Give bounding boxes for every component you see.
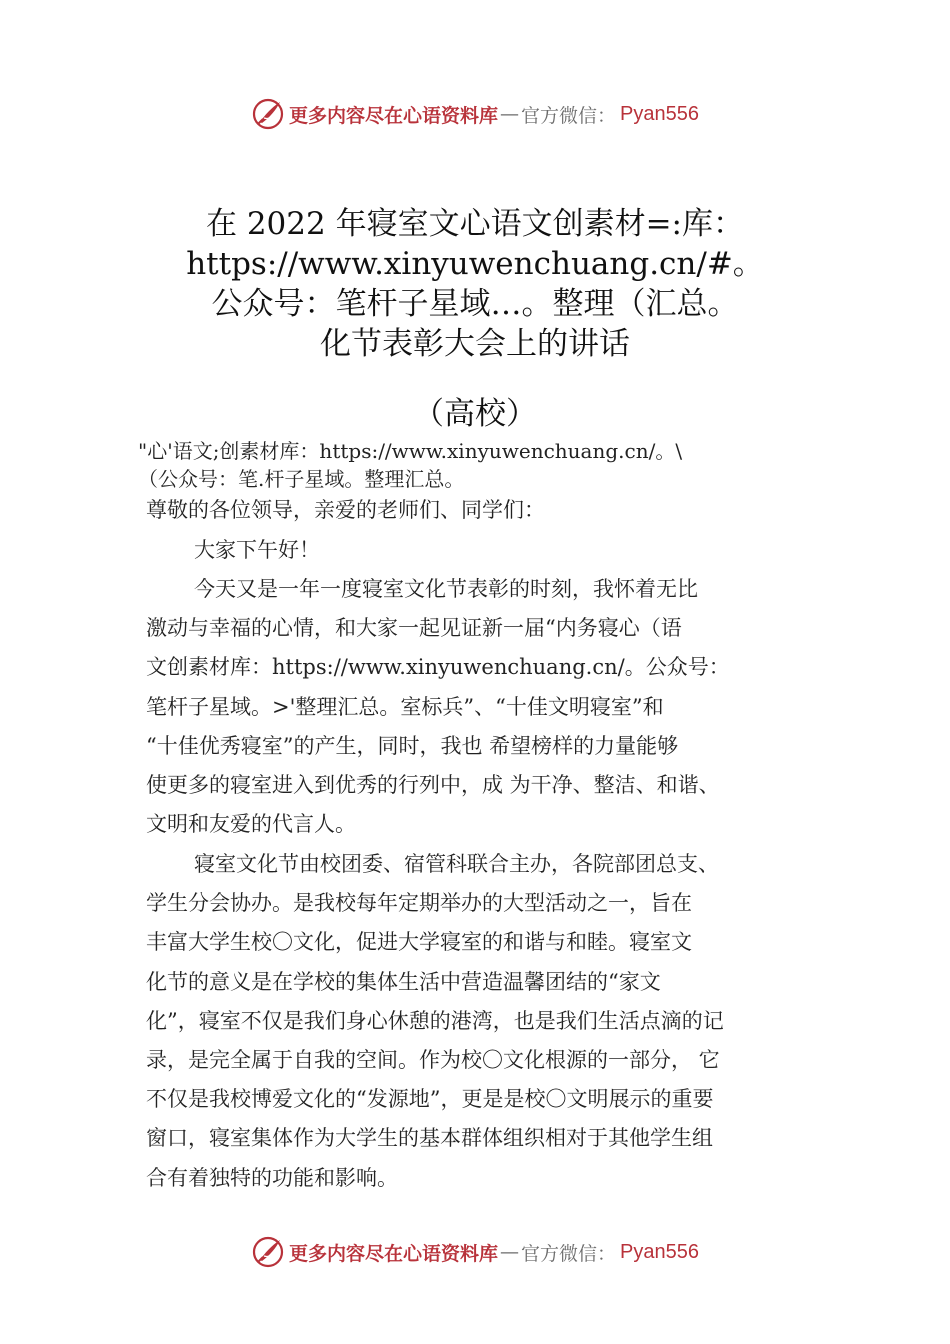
paragraph-line: 合有着独特的功能和影响。 <box>146 1165 398 1190</box>
wechat-label: 官方微信： <box>521 104 617 127</box>
source-note-line-2: （公众号：笔.杆子星域。整理汇总。 <box>138 467 465 491</box>
paragraph-line: 不仅是我校博爱文化的“发源地”，更是是校〇文明展示的重要 <box>146 1087 714 1112</box>
paragraph-line: 学生分会协办。是我校每年定期举办的大型活动之一，旨在 <box>146 891 692 916</box>
quill-logo-icon <box>251 1235 285 1269</box>
paragraph-2 <box>146 845 836 1198</box>
title-line-3: 公众号：笔杆子星域…。整理（汇总。 <box>211 286 739 322</box>
wechat-label: 官方微信： <box>521 1242 617 1265</box>
title-line-1: 在 2022 年寝室文心语文创素材=:库： <box>205 206 745 242</box>
footer-banner <box>0 1232 950 1272</box>
paragraph-line: 录，是完全属于自我的空间。作为校〇文化根源的一部分， 它 <box>146 1047 720 1072</box>
opening-greeting: 大家下午好！ <box>194 538 320 562</box>
paragraph-line: 化节的意义是在学校的集体生活中营造温馨团结的“家文 <box>146 969 661 994</box>
paragraph-line: 今天又是一年一度寝室文化节表彰的时刻，我怀着无比 <box>194 577 698 601</box>
paragraph-line: 丰富大学生校〇文化，促进大学寝室的和谐与和睦。寝室文 <box>146 930 692 955</box>
paragraph-line: “十佳优秀寝室”的产生，同时，我也 希望榜样的力量能够 <box>146 733 679 758</box>
document-subtitle: （高校） <box>413 396 537 432</box>
brand-text: 更多内容尽在心语资料库 <box>289 104 499 127</box>
title-line-2: https://www.xinyuwenchuang.cn/#。 <box>186 246 764 282</box>
wechat-id: Pyan556 <box>620 102 699 125</box>
brand-text: 更多内容尽在心语资料库 <box>289 1242 499 1265</box>
banner-dash: — <box>500 103 520 125</box>
paragraph-line: 寝室文化节由校团委、宿管科联合主办，各院部团总支、 <box>194 852 719 876</box>
paragraph-line: 文创素材库：https://www.xinyuwenchuang.cn/。公众号： <box>146 655 730 680</box>
paragraph-line: 激动与幸福的心情，和大家一起见证新一届“内务寝心（语 <box>146 616 682 641</box>
header-banner <box>0 94 950 134</box>
wechat-id: Pyan556 <box>620 1240 699 1263</box>
document-title <box>0 204 950 364</box>
quill-logo-icon <box>251 97 285 131</box>
paragraph-line: 窗口，寝室集体作为大学生的基本群体组织相对于其他学生组 <box>146 1126 713 1151</box>
paragraph-1 <box>146 570 836 844</box>
paragraph-line: 笔杆子星域。>'整理汇总。室标兵”、“十佳文明寝室”和 <box>146 694 664 719</box>
banner-dash: — <box>500 1241 520 1263</box>
paragraph-line: 文明和友爱的代言人。 <box>146 812 356 837</box>
salutation: 尊敬的各位领导，亲爱的老师们、同学们： <box>146 498 545 522</box>
title-line-4: 化节表彰大会上的讲话 <box>320 326 630 362</box>
paragraph-line: 使更多的寝室进入到优秀的行列中，成 为干净、整洁、和谐、 <box>146 772 720 797</box>
paragraph-line: 化”，寝室不仅是我们身心休憩的港湾，也是我们生活点滴的记 <box>146 1008 724 1033</box>
source-note-line-1: "心'语文;创素材库：https://www.xinyuwenchuang.cn/。\ <box>138 439 683 463</box>
